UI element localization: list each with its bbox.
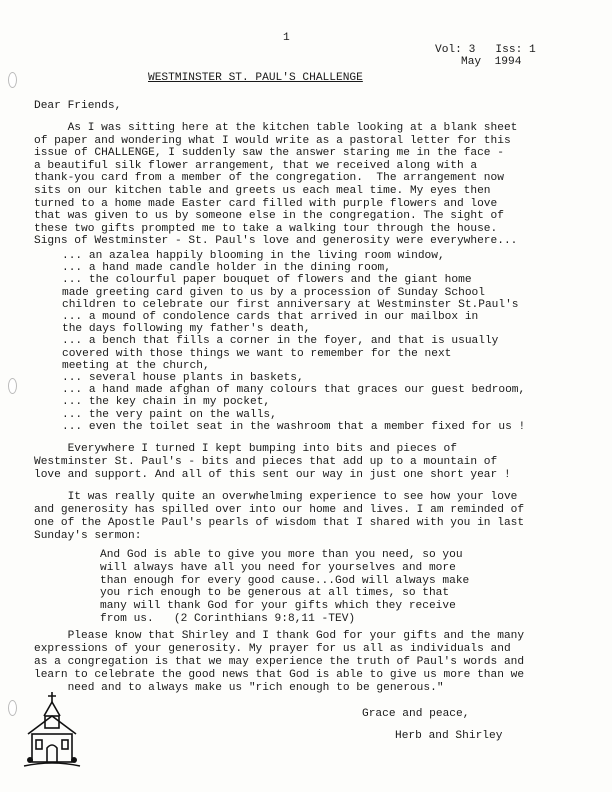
closing: Grace and peace, — [362, 708, 470, 720]
list-line: ... a hand made candle holder in the dining room, — [62, 262, 391, 275]
para1-line: these two gifts prompted me to take a walking tour through the house. — [34, 222, 498, 235]
binder-ring-top — [8, 72, 17, 88]
para2-line: Everywhere I turned I kept bumping into bits and pieces of — [34, 443, 457, 455]
para1-line: a beautiful silk flower arrangement, that we received along with a — [34, 159, 478, 172]
para1-line: thank-you card from a member of the congregation. The arrangement now — [34, 172, 504, 185]
list-line: covered with those things we want to remember for the next — [62, 347, 452, 360]
para3-line: one of the Apostle Paul's pearls of wisdom that I shared with you in last — [34, 517, 525, 529]
para1-line: that was given to us by someone else in the congregation. The sight of — [34, 210, 504, 223]
list-line: ... a hand made afghan of many colours that graces our guest bedroom, — [62, 384, 526, 397]
quote-line: than enough for every good cause...God will always make — [100, 574, 470, 587]
list-line: made greeting card given to us by a procession of Sunday School — [62, 286, 485, 299]
volume-issue: Vol: 3 Iss: 1 — [435, 44, 536, 56]
list-line: the days following my father's death, — [62, 323, 311, 336]
para4-line: need and to always make us "rich enough to be generous." — [34, 682, 444, 694]
list-line: children to celebrate our first anniversary at Westminster St.Paul's — [62, 298, 519, 311]
para1-line: issue of CHALLENGE, I suddenly saw the answer staring me in the face - — [34, 147, 504, 160]
para2-line: love and support. And all of this sent our way in just one short year ! — [34, 469, 511, 481]
list-line: ... the very paint on the walls, — [62, 408, 277, 421]
newsletter-title: WESTMINSTER ST. PAUL'S CHALLENGE — [148, 72, 363, 84]
para1-line: turned to a home made Easter card filled with purple flowers and love — [34, 197, 498, 210]
list-line: ... the colourful paper bouquet of flowers and the giant home — [62, 274, 472, 287]
quote-line: from us. (2 Corinthians 9:8,11 -TEV) — [100, 613, 356, 625]
quote-line: you rich enough to be generous at all times, so that — [100, 587, 450, 600]
quote-line: And God is able to give you more than you need, so you — [100, 549, 463, 561]
quote-line: will always have all you need for yourselves and more — [100, 561, 456, 574]
para4-line: Please know that Shirley and I thank God for your gifts and the many — [34, 630, 525, 642]
para1-line: sits on our kitchen table and greets us each meal time. My eyes then — [34, 185, 491, 197]
page-number: 1 — [283, 32, 290, 44]
para1-line: Signs of Westminster - St. Paul's love and generosity were everywhere... — [34, 235, 518, 248]
signature: Herb and Shirley — [395, 730, 503, 742]
list-line: ... a mound of condolence cards that arrived in our mailbox in — [62, 311, 479, 323]
church-clipart-icon — [22, 690, 82, 770]
para2-line: Westminster St. Paul's - bits and pieces that add up to a mountain of — [34, 456, 498, 468]
para4-line: learn to celebrate the good news that God is able to give us more than we — [34, 669, 525, 681]
para4-line: expressions of your generosity. My prayer for us all as individuals and — [34, 643, 511, 655]
list-line: ... a bench that fills a corner in the foyer, and that is usually — [62, 335, 499, 348]
list-line: ... an azalea happily blooming in the living room window, — [62, 250, 445, 262]
para1-line: As I was sitting here at the kitchen table looking at a blank sheet — [34, 122, 518, 134]
para3-line: Sunday's sermon: — [34, 530, 142, 542]
binder-ring-middle — [8, 378, 17, 394]
issue-date: May 1994 — [461, 56, 522, 68]
binder-ring-bottom — [8, 700, 17, 716]
list-line: meeting at the church, — [62, 359, 210, 372]
para4-line: as a congregation is that we may experience the truth of Paul's words and — [34, 656, 525, 668]
para3-line: and generosity has spilled over into our home and lives. I am reminded of — [34, 504, 525, 516]
list-line: ... even the toilet seat in the washroom that a member fixed for us ! — [62, 420, 526, 433]
para3-line: It was really quite an overwhelming experience to see how your love — [34, 491, 518, 503]
quote-line: many will thank God for your gifts which they receive — [100, 600, 456, 613]
list-line: ... several house plants in baskets, — [62, 372, 304, 384]
list-line: ... the key chain in my pocket, — [62, 396, 271, 409]
para1-line: of paper and wondering what I would write as a pastoral letter for this — [34, 134, 511, 147]
salutation: Dear Friends, — [34, 100, 122, 112]
